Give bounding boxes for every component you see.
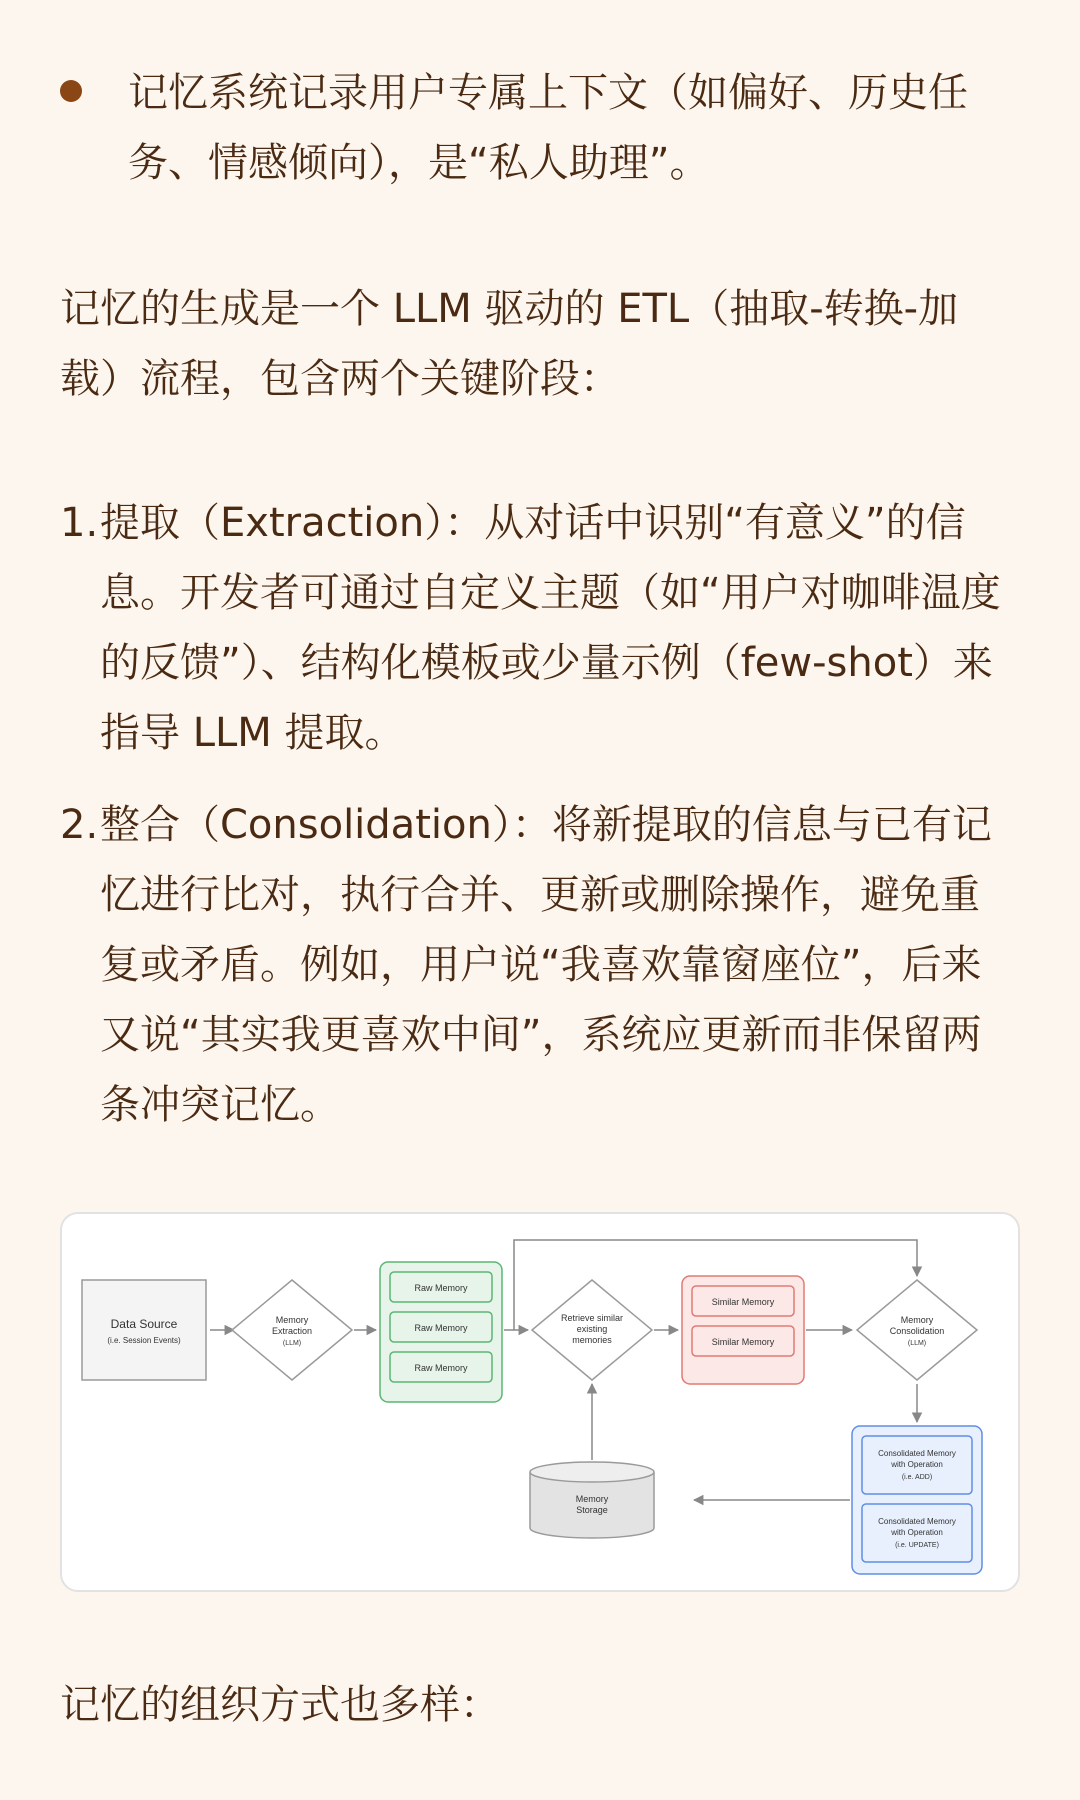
retrieve-label-3: memories (572, 1335, 612, 1345)
extraction-label-1: Memory (275, 1315, 309, 1325)
bullet-line-2: 务、情感倾向），是“私人助理”。 (128, 140, 710, 186)
bullet-line-1: 记忆系统记录用户专属上下文（如偏好、历史任 (128, 70, 968, 116)
similar-memory-label: Similar Memory (711, 1297, 775, 1307)
list-line: 条冲突记忆。 (100, 1082, 340, 1128)
consolidated-label-1: Consolidated Memory (878, 1449, 956, 1458)
intro-line-2: 载）流程，包含两个关键阶段： (60, 356, 620, 402)
consolidated-label-1: Consolidated Memory (878, 1517, 956, 1526)
consolidation-label-1: Memory (900, 1315, 934, 1325)
list-line: 忆进行比对，执行合并、更新或删除操作，避免重 (100, 872, 980, 918)
list-line: 提取（Extraction）：从对话中识别“有意义”的信 (100, 500, 966, 546)
data-source-title: Data Source (110, 1317, 178, 1331)
bullet-point-icon (60, 80, 82, 102)
list-line: 复或矛盾。例如，用户说“我喜欢靠窗座位”，后来 (100, 942, 982, 988)
extraction-label-3: (LLM) (282, 1340, 302, 1347)
consolidated-label-3: (i.e. UPDATE) (895, 1542, 939, 1549)
consolidated-label-2: with Operation (891, 1460, 943, 1469)
memory-extraction-node (232, 1280, 352, 1380)
retrieve-label-1: Retrieve similar (560, 1313, 624, 1323)
consolidation-label-2: Consolidation (889, 1326, 945, 1336)
list-line: 的反馈”）、结构化模板或少量示例（few-shot）来 (100, 640, 993, 686)
raw-memory-group (380, 1262, 502, 1402)
similar-memory-group (682, 1276, 804, 1384)
intro-paragraph (60, 274, 1020, 414)
data-source-node (82, 1280, 206, 1380)
list-line: 指导 LLM 提取。 (100, 710, 405, 756)
memory-consolidation-node (857, 1280, 977, 1380)
raw-memory-label: Raw Memory (414, 1323, 468, 1333)
diagram-canvas (62, 1214, 1022, 1594)
list-line: 整合（Consolidation）：将新提取的信息与已有记 (100, 802, 992, 848)
raw-memory-label: Raw Memory (414, 1283, 468, 1293)
consolidated-label-3: (i.e. ADD) (901, 1474, 933, 1481)
bullet-paragraph (128, 58, 1018, 198)
data-source-subtitle: (i.e. Session Events) (107, 1336, 181, 1345)
consolidation-label-3: (LLM) (907, 1340, 927, 1347)
list-item-consolidation (60, 790, 1020, 1140)
consolidated-memory-group (852, 1426, 982, 1574)
consolidated-label-2: with Operation (891, 1528, 943, 1537)
memory-pipeline-diagram (60, 1212, 1020, 1592)
similar-memory-label: Similar Memory (711, 1337, 775, 1347)
organization-heading-paragraph: 记忆的组织方式也多样： (60, 1682, 500, 1728)
list-number: 2. (60, 802, 99, 848)
list-line: 息。开发者可通过自定义主题（如“用户对咖啡温度 (100, 570, 1001, 616)
retrieve-similar-node (532, 1280, 652, 1380)
list-number: 1. (60, 500, 99, 546)
storage-label-1: Memory (575, 1494, 609, 1504)
raw-memory-label: Raw Memory (414, 1363, 468, 1373)
memory-storage-node (530, 1462, 654, 1538)
list-item-extraction (60, 488, 1020, 768)
extraction-label-2: Extraction (271, 1326, 313, 1336)
intro-line-1: 记忆的生成是一个 LLM 驱动的 ETL（抽取-转换-加 (60, 286, 959, 332)
storage-label-2: Storage (576, 1505, 608, 1515)
list-line: 又说“其实我更喜欢中间”，系统应更新而非保留两 (100, 1012, 982, 1058)
retrieve-label-2: existing (576, 1324, 608, 1334)
